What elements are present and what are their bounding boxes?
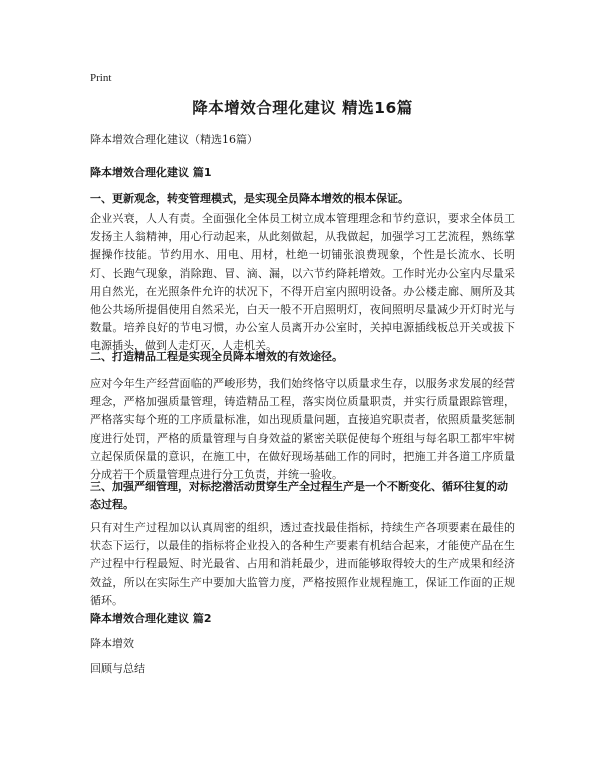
section-2-body: 应对今年生产经营面临的严峻形势，我们始终恪守以质量求生存，以服务求发展的经营理念，严格加强质量管理，铸造精品工程，落实岗位质量职责，并实行质量跟踪管理，严格落实每个班的工序质量标准，如出现质量问题，直接追究职责者，依照质量奖惩制度进行处罚，严格的质量管理与自身效益的紧密关联促使每个班组与每名职工都牢牢树立起保质保量的意识，在施工中，在做好现场基础工作的同时，把施工并各道工序质量分成若干个质量管理点进行分工负责，并统一验收。 <box>90 377 515 482</box>
article-2-line-2: 回顾与总结 <box>90 662 145 675</box>
section-3-body: 只有对生产过程加以认真周密的组织，透过查找最佳指标，持续生产各项要素在最佳的状态下运行，以最佳的指标将企业投入的各种生产要素有机结合起来，才能使产品在生产过程中行程最短、时光最省、占用和消耗最少，进而能够取得较大的生产成果和经济效益，所以在实际生产中要加大监管力度，严格按照作业规程施工，保证工作面的正规循环。 <box>90 521 515 607</box>
page-title: 降本增效合理化建议 精选16篇 <box>192 99 413 117</box>
section-1-body: 企业兴衰，人人有责。全面强化全体员工树立成本管理理念和节约意识，要求全体员工发扬主人翁精神，用心行动起来，从此刻做起，从我做起，加强学习工艺流程，熟练掌握操作技能。节约用水、用电、用材，杜绝一切铺张浪费现象，个性是长流水、长明灯、长跑气现象，消除跑、冒、滴、漏，以六节约降耗增效。工作时光办公室内尽量采用自然光，在光照条件允许的状况下，不得开启室内照明设备。办公楼走廊、厕所及其他公共场所提倡使用自然采光，白天一般不开启照明灯，夜间照明尽量减少开灯时光与数量。培养良好的节电习惯，办公室人员离开办公室时，关掉电源插线板总开关或拔下电源插头，做到人走灯灭，人走机关。 <box>90 212 515 353</box>
article-1-heading: 降本增效合理化建议 篇1 <box>90 166 212 179</box>
document-subtitle: 降本增效合理化建议（精选16篇） <box>90 133 258 146</box>
article-2-line-1: 降本增效 <box>90 637 134 650</box>
section-2-heading: 二、打造精品工程是实现全员降本增效的有效途径。 <box>90 350 343 363</box>
article-2-heading: 降本增效合理化建议 篇2 <box>90 612 212 625</box>
section-3-heading: 三、加强严细管理，对标挖潜活动贯穿生产全过程生产是一个不断变化、循环往复的动态过程。 <box>90 480 508 512</box>
print-link[interactable]: Print <box>90 72 112 84</box>
section-1-heading: 一、更新观念，转变管理模式，是实现全员降本增效的根本保证。 <box>90 192 409 205</box>
